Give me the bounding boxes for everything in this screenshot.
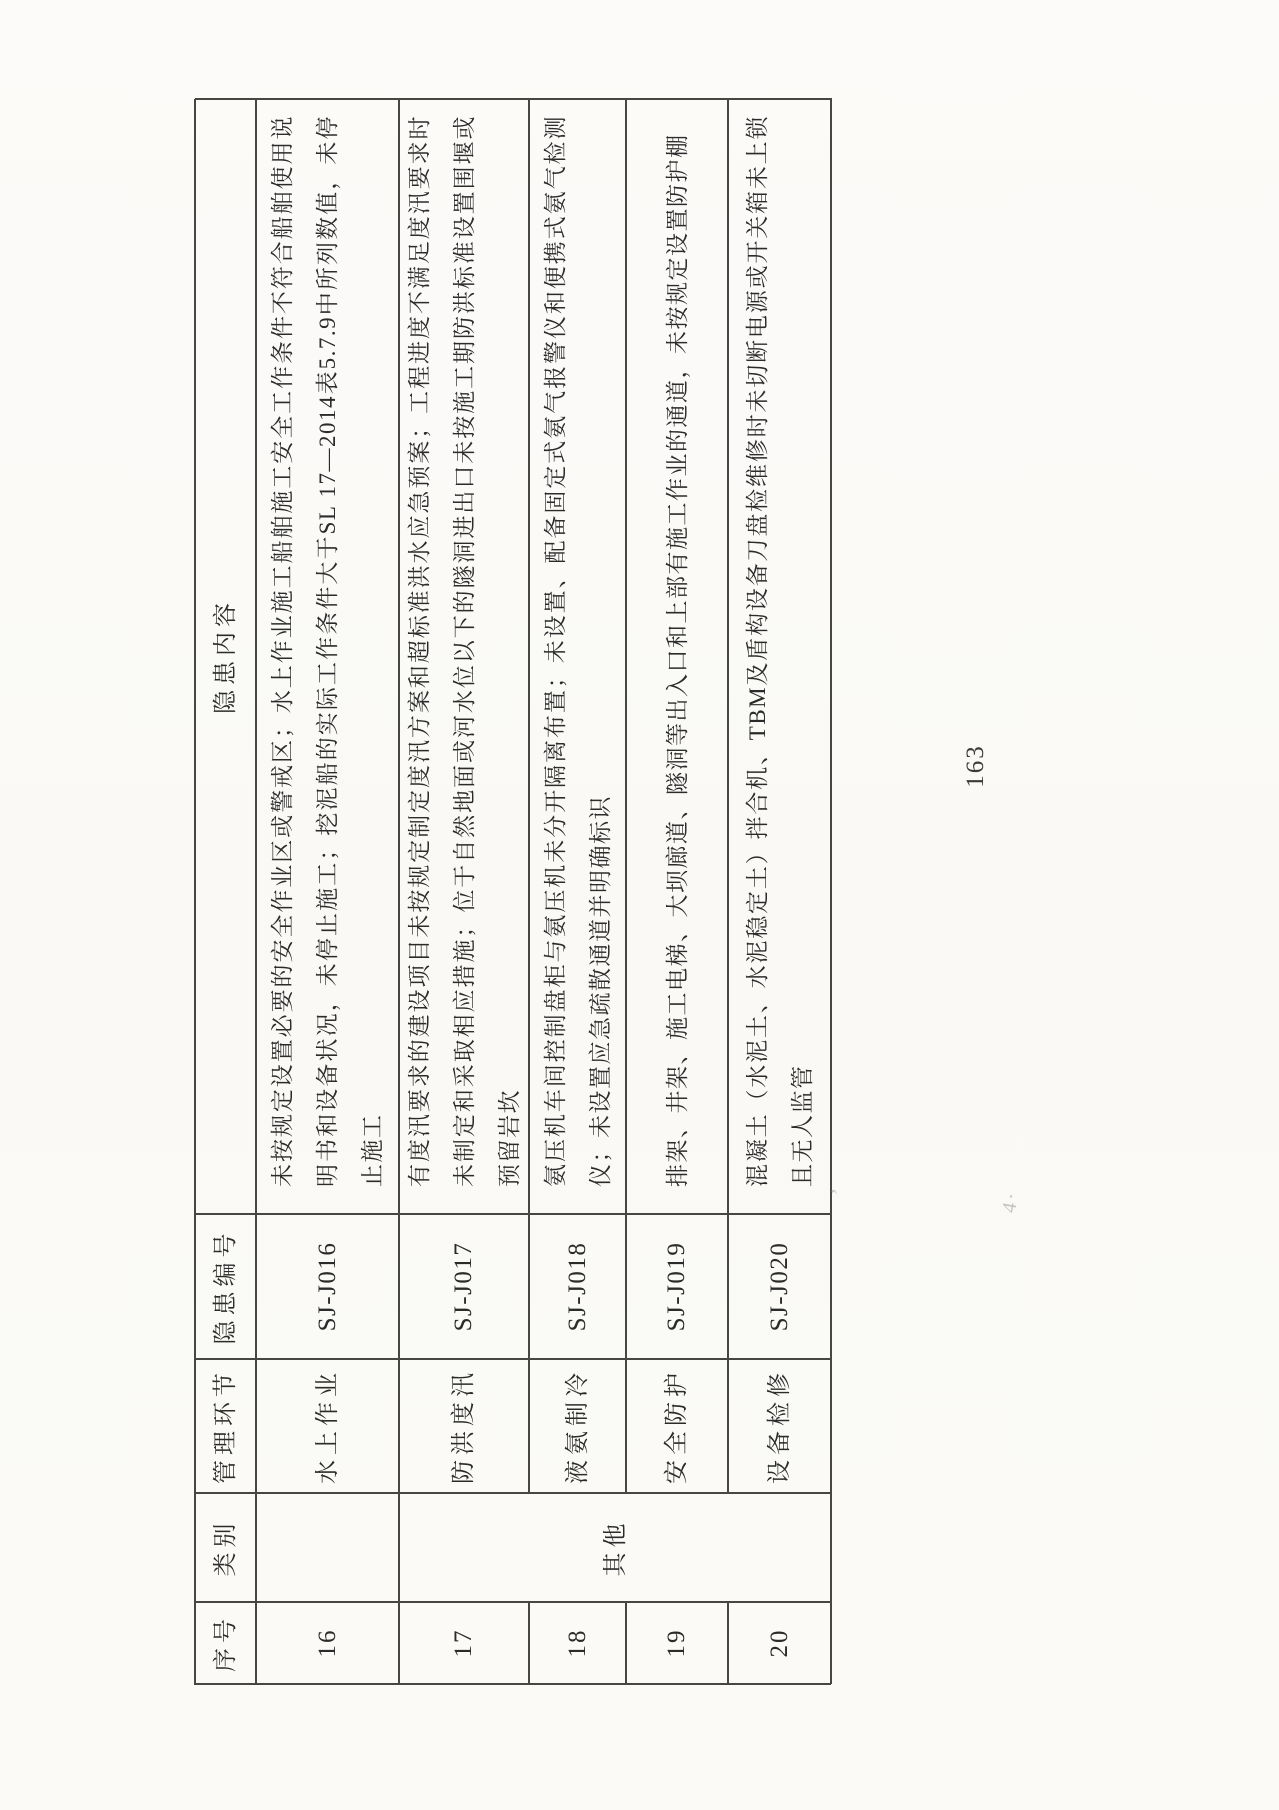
page-number: 163	[962, 744, 989, 788]
merged-category-cell: 其他	[399, 1493, 832, 1602]
row-19-content: 排架、井架、施工电梯、大坝廊道、隧洞等出入口和上部有施工作业的通道，未按规定设置防护棚	[626, 98, 728, 1214]
row-19-stage: 安全防护	[626, 1359, 728, 1493]
header-management-stage: 管理环节	[195, 1359, 256, 1493]
row-20-content: 混凝土（水泥土、水泥稳定土）拌合机、TBM及盾构设备刀盘检维修时未切断电源或开关箱未上锁且无人监管	[728, 98, 832, 1214]
row-16-category-empty-cell	[256, 1493, 399, 1602]
scan-artifact-mark: 4·	[998, 1188, 1024, 1215]
row-20-code: SJ-J020	[728, 1214, 832, 1359]
header-hazard-content: 隐患内容	[195, 98, 256, 1214]
row-20-stage: 设备检修	[728, 1359, 832, 1493]
row-19-code: SJ-J019	[626, 1214, 728, 1359]
row-16-serial: 16	[256, 1602, 399, 1684]
rotated-table-region	[194, 99, 831, 1685]
row-18-content: 氨压机车间控制盘柜与氨压机未分开隔离布置；未设置、配备固定式氨气报警仪和便携式氨气检测仪；未设置应急疏散通道并明确标识	[529, 98, 626, 1214]
row-16-code: SJ-J016	[256, 1214, 399, 1359]
row-18-serial: 18	[529, 1602, 626, 1684]
hazard-table-rotated-wrapper	[194, 99, 831, 1685]
row-18-stage: 液氨制冷	[529, 1359, 626, 1493]
row-19-serial: 19	[626, 1602, 728, 1684]
row-18-code: SJ-J018	[529, 1214, 626, 1359]
row-17-content: 有度汛要求的建设项目未按规定制定度汛方案和超标准洪水应急预案；工程进度不满足度汛要求时未制定和采取相应措施；位于自然地面或河水位以下的隧洞进出口未按施工期防洪标准设置围堰或预留岩坎	[399, 98, 529, 1214]
scan-artifact-mark: ’	[825, 1183, 852, 1199]
row-17-serial: 17	[399, 1602, 529, 1684]
row-20-serial: 20	[728, 1602, 832, 1684]
header-serial-number: 序号	[195, 1602, 256, 1684]
header-hazard-code: 隐患编号	[195, 1214, 256, 1359]
row-16-content: 未按规定设置必要的安全作业区或警戒区；水上作业施工船舶施工安全工作条件不符合船舶使用说明书和设备状况，未停止施工；挖泥船的实际工作条件大于SL 17—2014表5.7.9中所列数值，未停止施工	[256, 98, 399, 1214]
row-16-stage: 水上作业	[256, 1359, 399, 1493]
hazard-checklist-table	[194, 99, 831, 1685]
row-17-code: SJ-J017	[399, 1214, 529, 1359]
row-17-stage: 防洪度汛	[399, 1359, 529, 1493]
header-category: 类别	[195, 1493, 256, 1602]
